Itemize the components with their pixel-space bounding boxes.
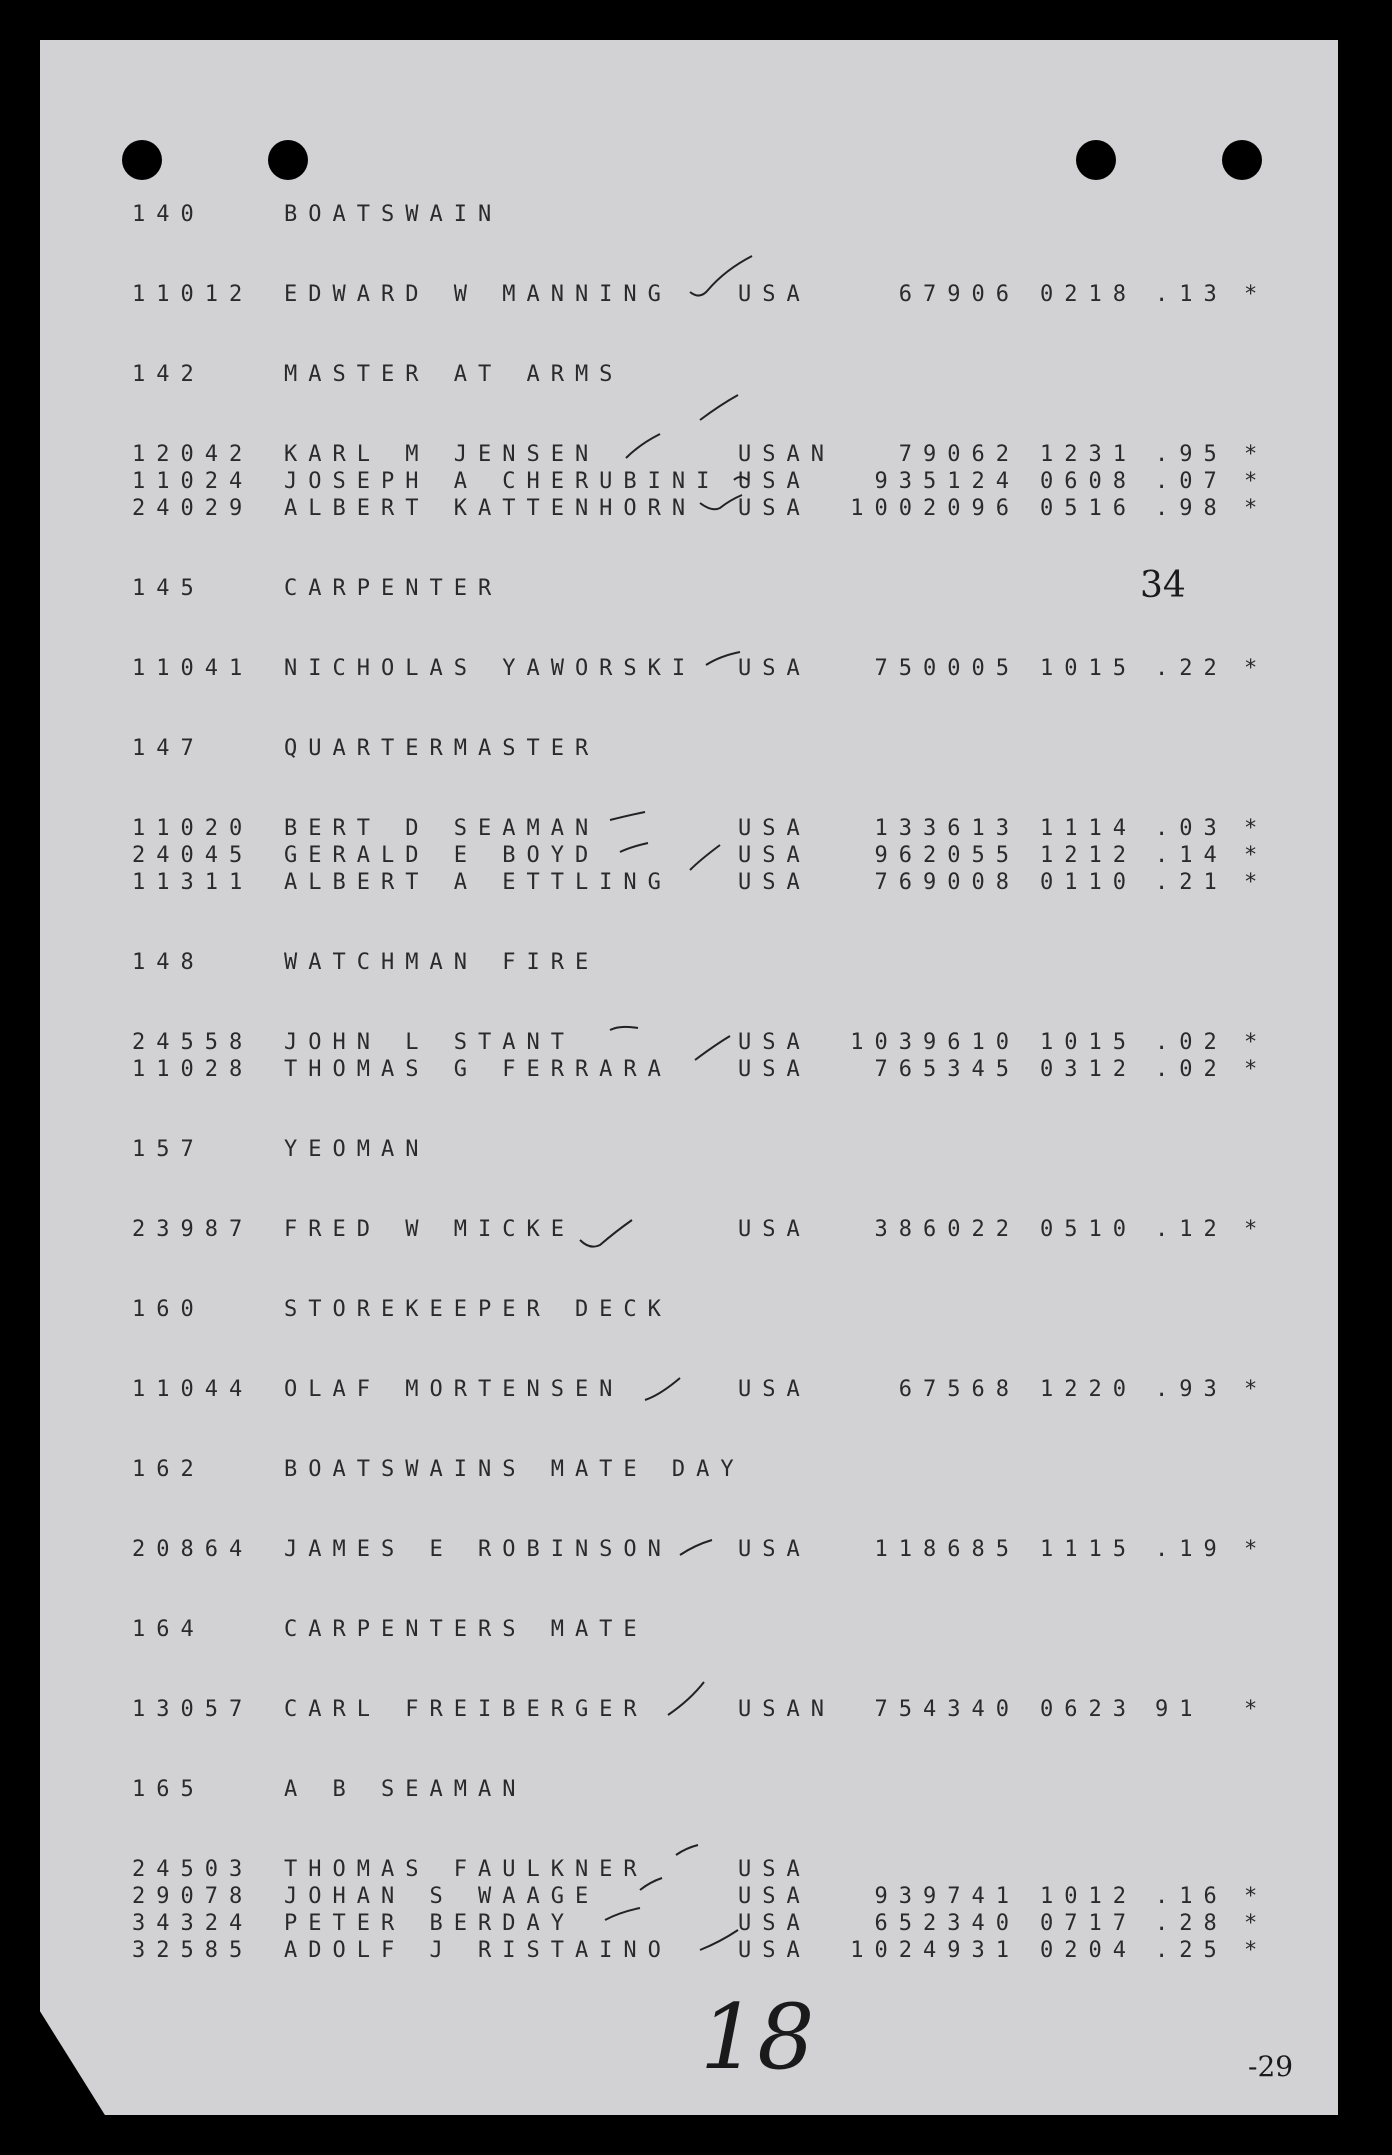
crew-name: THOMAS G FERRARA [284, 1057, 672, 1082]
crew-name: OLAF MORTENSEN [284, 1377, 624, 1402]
crew-star: * [1244, 656, 1269, 681]
crew-nat: USA [738, 656, 811, 681]
crew-date: 0717 [1040, 1911, 1137, 1936]
crew-rate: .95 [1155, 442, 1228, 467]
crew-name: EDWARD W MANNING [284, 282, 672, 307]
handwritten-corner-number: -29 [1248, 2050, 1294, 2083]
crew-date: 1115 [1040, 1537, 1137, 1562]
crew-id: 11041 [132, 656, 254, 681]
crew-nat: USA [738, 496, 811, 521]
crew-num: 79062 [898, 442, 1020, 467]
crew-date: 1015 [1040, 1030, 1137, 1055]
crew-date: 0204 [1040, 1938, 1137, 1963]
crew-star: * [1244, 442, 1269, 467]
section-title: BOATSWAIN [284, 202, 503, 227]
crew-id: 24045 [132, 843, 254, 868]
crew-date: 0312 [1040, 1057, 1137, 1082]
crew-rate: .12 [1155, 1217, 1228, 1242]
crew-id: 12042 [132, 442, 254, 467]
crew-date: 1231 [1040, 442, 1137, 467]
crew-rate: .03 [1155, 816, 1228, 841]
crew-star: * [1244, 1938, 1269, 1963]
crew-name: ALBERT A ETTLING [284, 870, 672, 895]
crew-num: 935124 [874, 469, 1020, 494]
crew-name: JOHN L STANT [284, 1030, 575, 1055]
crew-date: 0110 [1040, 870, 1137, 895]
crew-star: * [1244, 1697, 1269, 1722]
crew-name: NICHOLAS YAWORSKI [284, 656, 697, 681]
crew-nat: USAN [738, 442, 835, 467]
crew-star: * [1244, 1884, 1269, 1909]
crew-nat: USA [738, 469, 811, 494]
handwritten-folio-number: 18 [700, 1985, 815, 2090]
crew-id: 24503 [132, 1857, 254, 1882]
crew-nat: USA [738, 1217, 811, 1242]
crew-id: 29078 [132, 1884, 254, 1909]
section-code: 145 [132, 576, 205, 601]
crew-star: * [1244, 1057, 1269, 1082]
punch-hole [1076, 140, 1116, 180]
crew-nat: USA [738, 1537, 811, 1562]
crew-date: 0218 [1040, 282, 1137, 307]
crew-num: 118685 [874, 1537, 1020, 1562]
crew-star: * [1244, 496, 1269, 521]
crew-rate: .16 [1155, 1884, 1228, 1909]
crew-rate: .28 [1155, 1911, 1228, 1936]
section-title: A B SEAMAN [284, 1777, 527, 1802]
crew-date: 1212 [1040, 843, 1137, 868]
handwritten-page-mark: 34 [1140, 565, 1186, 606]
crew-name: KARL M JENSEN [284, 442, 600, 467]
crew-id: 11044 [132, 1377, 254, 1402]
crew-star: * [1244, 1030, 1269, 1055]
crew-id: 24558 [132, 1030, 254, 1055]
section-code: 165 [132, 1777, 205, 1802]
crew-rate: .21 [1155, 870, 1228, 895]
crew-rate: .02 [1155, 1057, 1228, 1082]
crew-num: 754340 [874, 1697, 1020, 1722]
crew-star: * [1244, 870, 1269, 895]
punch-hole [268, 140, 308, 180]
crew-date: 0510 [1040, 1217, 1137, 1242]
section-title: QUARTERMASTER [284, 736, 600, 761]
section-code: 142 [132, 362, 205, 387]
section-code: 164 [132, 1617, 205, 1642]
crew-num: 962055 [874, 843, 1020, 868]
crew-name: GERALD E BOYD [284, 843, 600, 868]
crew-num: 1039610 [850, 1030, 1020, 1055]
crew-nat: USA [738, 1857, 811, 1882]
section-code: 140 [132, 202, 205, 227]
crew-name: JAMES E ROBINSON [284, 1537, 672, 1562]
crew-id: 13057 [132, 1697, 254, 1722]
punch-hole [122, 140, 162, 180]
crew-id: 20864 [132, 1537, 254, 1562]
crew-nat: USA [738, 1030, 811, 1055]
crew-date: 1220 [1040, 1377, 1137, 1402]
crew-nat: USA [738, 1911, 811, 1936]
crew-date: 0623 [1040, 1697, 1137, 1722]
crew-star: * [1244, 1911, 1269, 1936]
crew-id: 11020 [132, 816, 254, 841]
crew-name: BERT D SEAMAN [284, 816, 600, 841]
crew-star: * [1244, 843, 1269, 868]
crew-id: 11311 [132, 870, 254, 895]
crew-rate: .22 [1155, 656, 1228, 681]
crew-name: FRED W MICKE [284, 1217, 575, 1242]
crew-rate: .98 [1155, 496, 1228, 521]
section-title: BOATSWAINS MATE DAY [284, 1457, 745, 1482]
crew-num: 67906 [898, 282, 1020, 307]
crew-nat: USA [738, 816, 811, 841]
crew-num: 1024931 [850, 1938, 1020, 1963]
section-title: YEOMAN [284, 1137, 430, 1162]
crew-id: 11028 [132, 1057, 254, 1082]
crew-num: 1002096 [850, 496, 1020, 521]
crew-date: 1012 [1040, 1884, 1137, 1909]
crew-rate: 91 [1155, 1697, 1204, 1722]
crew-id: 32585 [132, 1938, 254, 1963]
crew-rate: .02 [1155, 1030, 1228, 1055]
crew-rate: .25 [1155, 1938, 1228, 1963]
crew-id: 34324 [132, 1911, 254, 1936]
crew-star: * [1244, 469, 1269, 494]
crew-num: 750005 [874, 656, 1020, 681]
section-title: CARPENTER [284, 576, 503, 601]
crew-rate: .14 [1155, 843, 1228, 868]
section-code: 147 [132, 736, 205, 761]
crew-star: * [1244, 816, 1269, 841]
section-title: MASTER AT ARMS [284, 362, 624, 387]
crew-num: 765345 [874, 1057, 1020, 1082]
crew-date: 0608 [1040, 469, 1137, 494]
crew-nat: USA [738, 282, 811, 307]
section-code: 162 [132, 1457, 205, 1482]
crew-name: CARL FREIBERGER [284, 1697, 648, 1722]
crew-star: * [1244, 1377, 1269, 1402]
crew-name: PETER BERDAY [284, 1911, 575, 1936]
crew-num: 939741 [874, 1884, 1020, 1909]
crew-star: * [1244, 282, 1269, 307]
crew-nat: USA [738, 1377, 811, 1402]
crew-rate: .93 [1155, 1377, 1228, 1402]
crew-nat: USA [738, 1938, 811, 1963]
crew-rate: .13 [1155, 282, 1228, 307]
crew-num: 652340 [874, 1911, 1020, 1936]
crew-nat: USA [738, 843, 811, 868]
crew-rate: .19 [1155, 1537, 1228, 1562]
crew-id: 23987 [132, 1217, 254, 1242]
crew-name: THOMAS FAULKNER [284, 1857, 648, 1882]
crew-name: JOSEPH A CHERUBINI [284, 469, 721, 494]
crew-nat: USA [738, 1057, 811, 1082]
crew-id: 11024 [132, 469, 254, 494]
crew-num: 133613 [874, 816, 1020, 841]
crew-num: 67568 [898, 1377, 1020, 1402]
punch-hole [1222, 140, 1262, 180]
crew-num: 769008 [874, 870, 1020, 895]
section-title: CARPENTERS MATE [284, 1617, 648, 1642]
crew-star: * [1244, 1537, 1269, 1562]
section-code: 157 [132, 1137, 205, 1162]
crew-date: 0516 [1040, 496, 1137, 521]
crew-name: ADOLF J RISTAINO [284, 1938, 672, 1963]
crew-id: 24029 [132, 496, 254, 521]
crew-rate: .07 [1155, 469, 1228, 494]
crew-nat: USAN [738, 1697, 835, 1722]
crew-name: ALBERT KATTENHORN [284, 496, 697, 521]
crew-id: 11012 [132, 282, 254, 307]
crew-num: 386022 [874, 1217, 1020, 1242]
crew-name: JOHAN S WAAGE [284, 1884, 600, 1909]
crew-date: 1114 [1040, 816, 1137, 841]
crew-star: * [1244, 1217, 1269, 1242]
section-code: 160 [132, 1297, 205, 1322]
section-title: WATCHMAN FIRE [284, 950, 600, 975]
section-title: STOREKEEPER DECK [284, 1297, 672, 1322]
section-code: 148 [132, 950, 205, 975]
crew-nat: USA [738, 870, 811, 895]
crew-date: 1015 [1040, 656, 1137, 681]
crew-nat: USA [738, 1884, 811, 1909]
